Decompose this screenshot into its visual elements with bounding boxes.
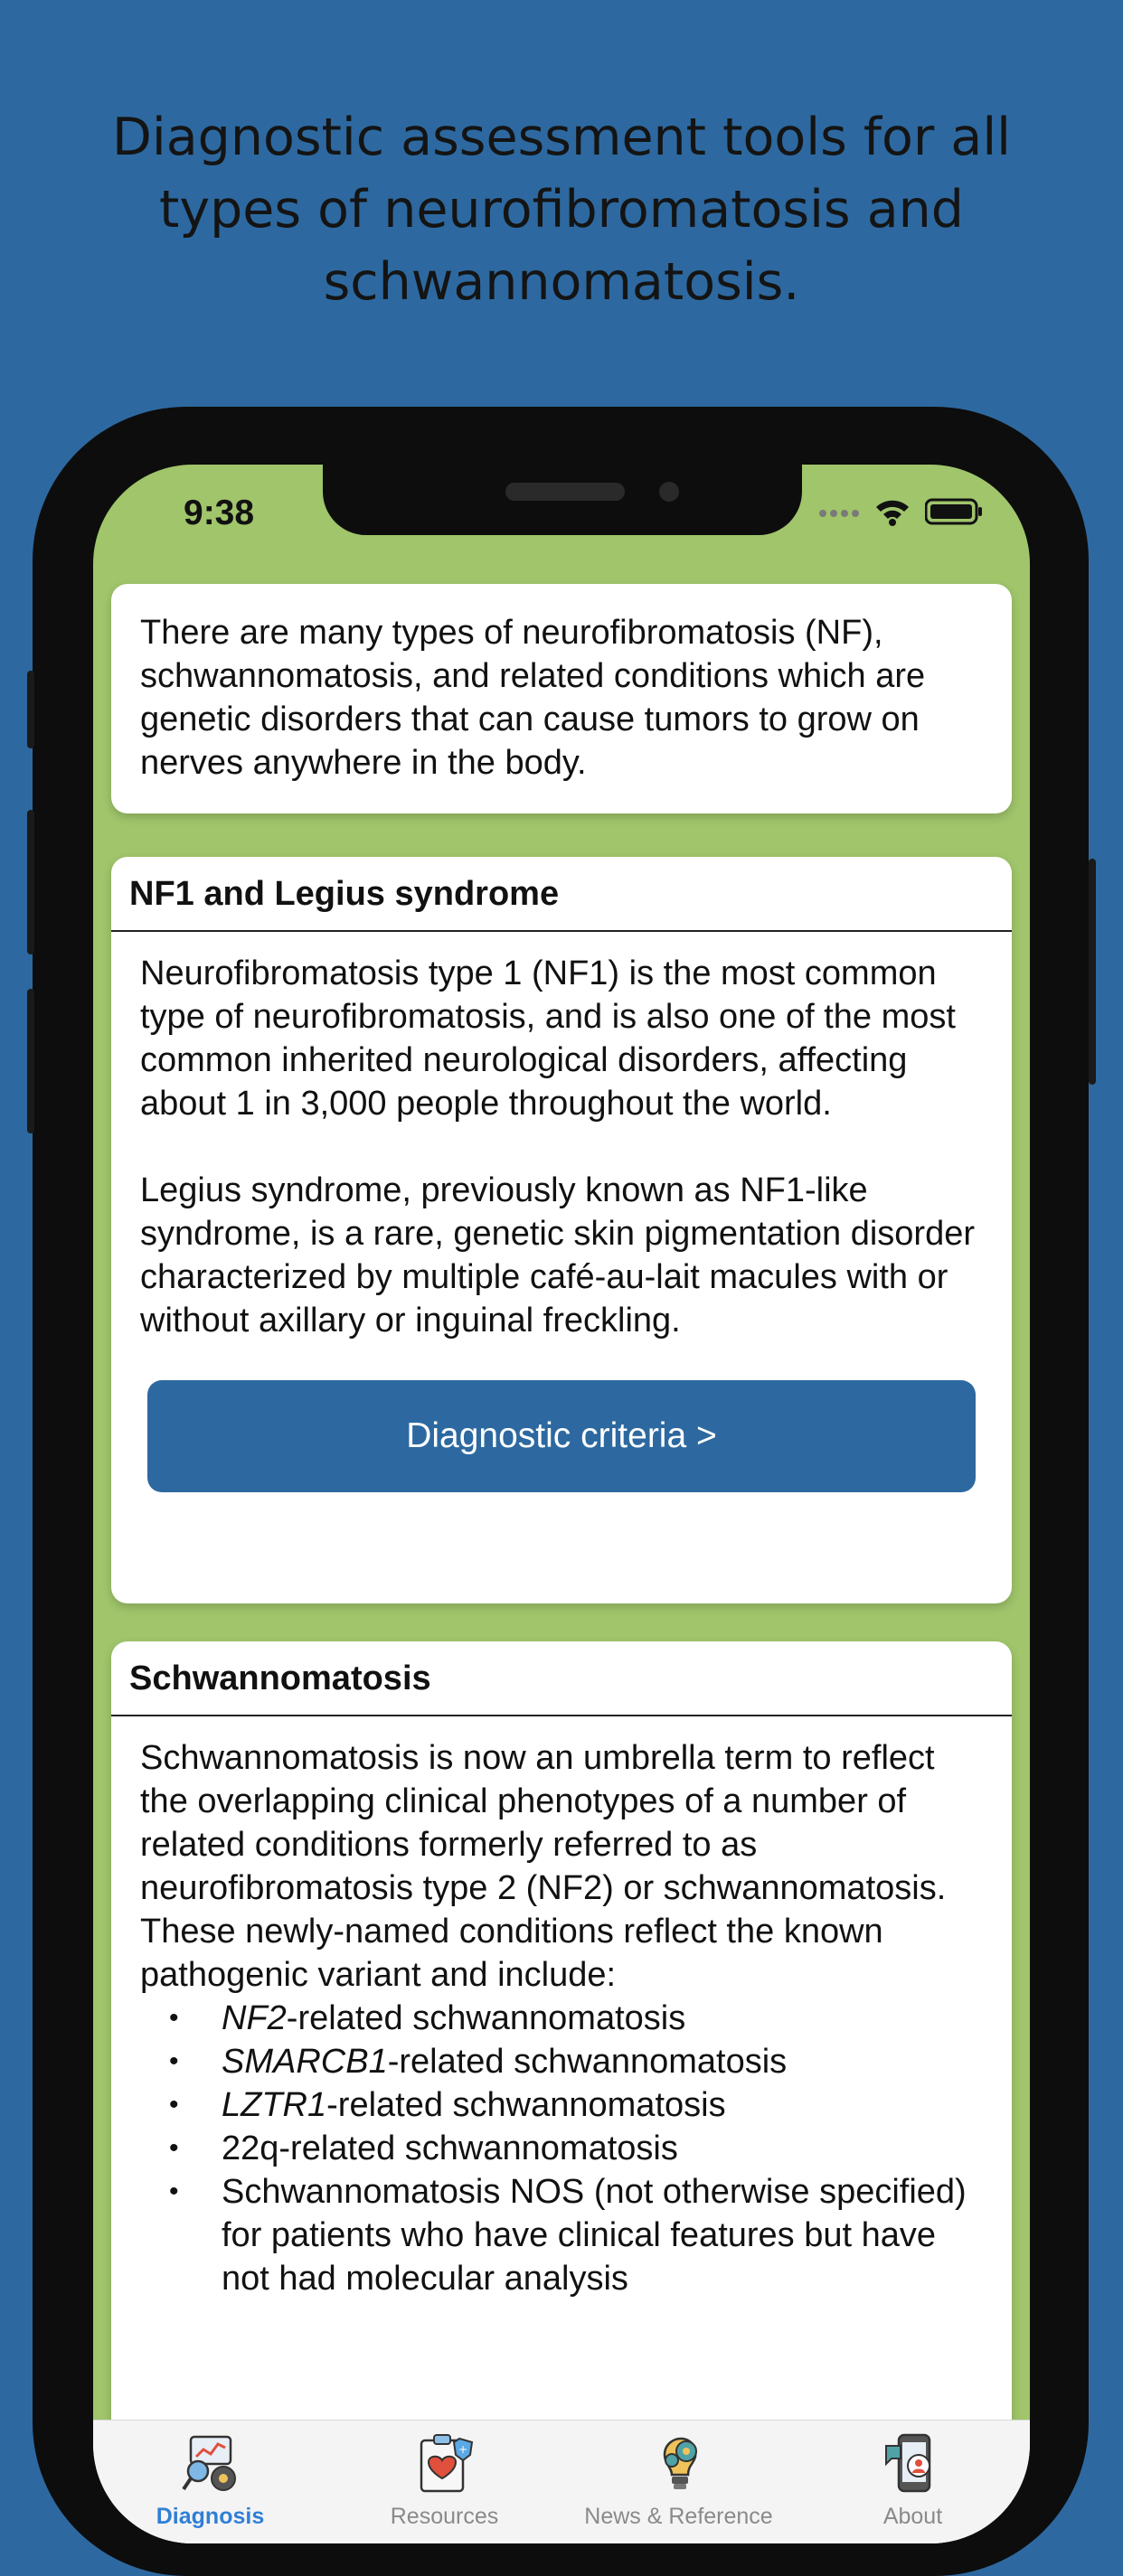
resources-icon <box>412 2431 477 2496</box>
tab-about[interactable] <box>796 2421 1030 2543</box>
list-item: • Schwannomatosis NOS (not otherwise specified) for patients who have clinical features but have not had molecular analysis <box>222 2170 985 2300</box>
front-camera <box>659 482 679 502</box>
tab-bar <box>93 2420 1030 2543</box>
list-item: • SMARCB1-related schwannomatosis <box>222 2040 985 2083</box>
volume-down-button <box>27 989 34 1133</box>
diagnosis-icon <box>178 2431 243 2496</box>
tab-about-label: About <box>882 2504 943 2529</box>
list-item: • NF2-related schwannomatosis <box>222 1997 985 2040</box>
battery-icon <box>925 498 983 525</box>
status-icons <box>818 497 983 526</box>
volume-up-button <box>27 810 34 954</box>
intro-text: There are many types of neurofibromatosis (NF), schwannomatosis, and related conditions which are genetic disorders that can cause tumors to grow on nerves anywhere in the body. <box>140 614 926 782</box>
promo-headline: Diagnostic assessment tools for all types of neurofibromatosis and schwannomatosis. <box>112 108 1011 312</box>
about-icon <box>881 2431 946 2496</box>
tab-diagnosis[interactable] <box>93 2421 327 2543</box>
tab-news-reference-label: News & Reference <box>584 2504 773 2529</box>
wifi-icon <box>874 497 911 526</box>
schwannomatosis-card <box>111 1641 1012 2543</box>
variant-list <box>140 1997 985 2300</box>
news-reference-icon <box>646 2431 712 2496</box>
nf1-legius-card <box>111 857 1012 1603</box>
status-time: 9:38 <box>184 494 255 532</box>
signal-icon <box>818 505 860 518</box>
tab-news-reference[interactable] <box>562 2421 796 2543</box>
list-item: • LZTR1-related schwannomatosis <box>222 2083 985 2127</box>
schwannomatosis-paragraph: Schwannomatosis is now an umbrella term to reflect the overlapping clinical phenotypes of a number of related conditions formerly referred to as neurofibromatosis type 2 (NF2) or schwannomatosis. These newly-named conditions reflect the known pathogenic variant and include: <box>140 1739 947 1994</box>
legius-paragraph: Legius syndrome, previously known as NF1-like syndrome, is a rare, genetic skin pigmentation disorder characterized by multiple café-au-lait macules with or without axillary or inguinal freckling. <box>140 1171 976 1340</box>
tab-diagnosis-label: Diagnosis <box>156 2504 265 2529</box>
notch <box>323 465 802 535</box>
app-screen <box>93 465 1030 2543</box>
intro-card <box>111 584 1012 813</box>
diagnostic-criteria-button[interactable]: Diagnostic criteria > <box>147 1380 976 1492</box>
list-item: • 22q-related schwannomatosis <box>222 2127 985 2170</box>
speaker <box>505 483 625 501</box>
mute-switch <box>27 671 34 748</box>
schwannomatosis-card-title: Schwannomatosis <box>111 1641 1012 1716</box>
svg-text:+: + <box>458 2443 467 2456</box>
nf1-paragraph: Neurofibromatosis type 1 (NF1) is the most common type of neurofibromatosis, and is also one of the most common inherited neurological disorders, affecting about 1 in 3,000 people throughout the world. <box>140 954 956 1123</box>
tab-resources[interactable] <box>327 2421 562 2543</box>
tab-resources-label: Resources <box>390 2504 499 2529</box>
nf1-card-title: NF1 and Legius syndrome <box>111 857 1012 932</box>
power-button <box>1089 859 1096 1085</box>
